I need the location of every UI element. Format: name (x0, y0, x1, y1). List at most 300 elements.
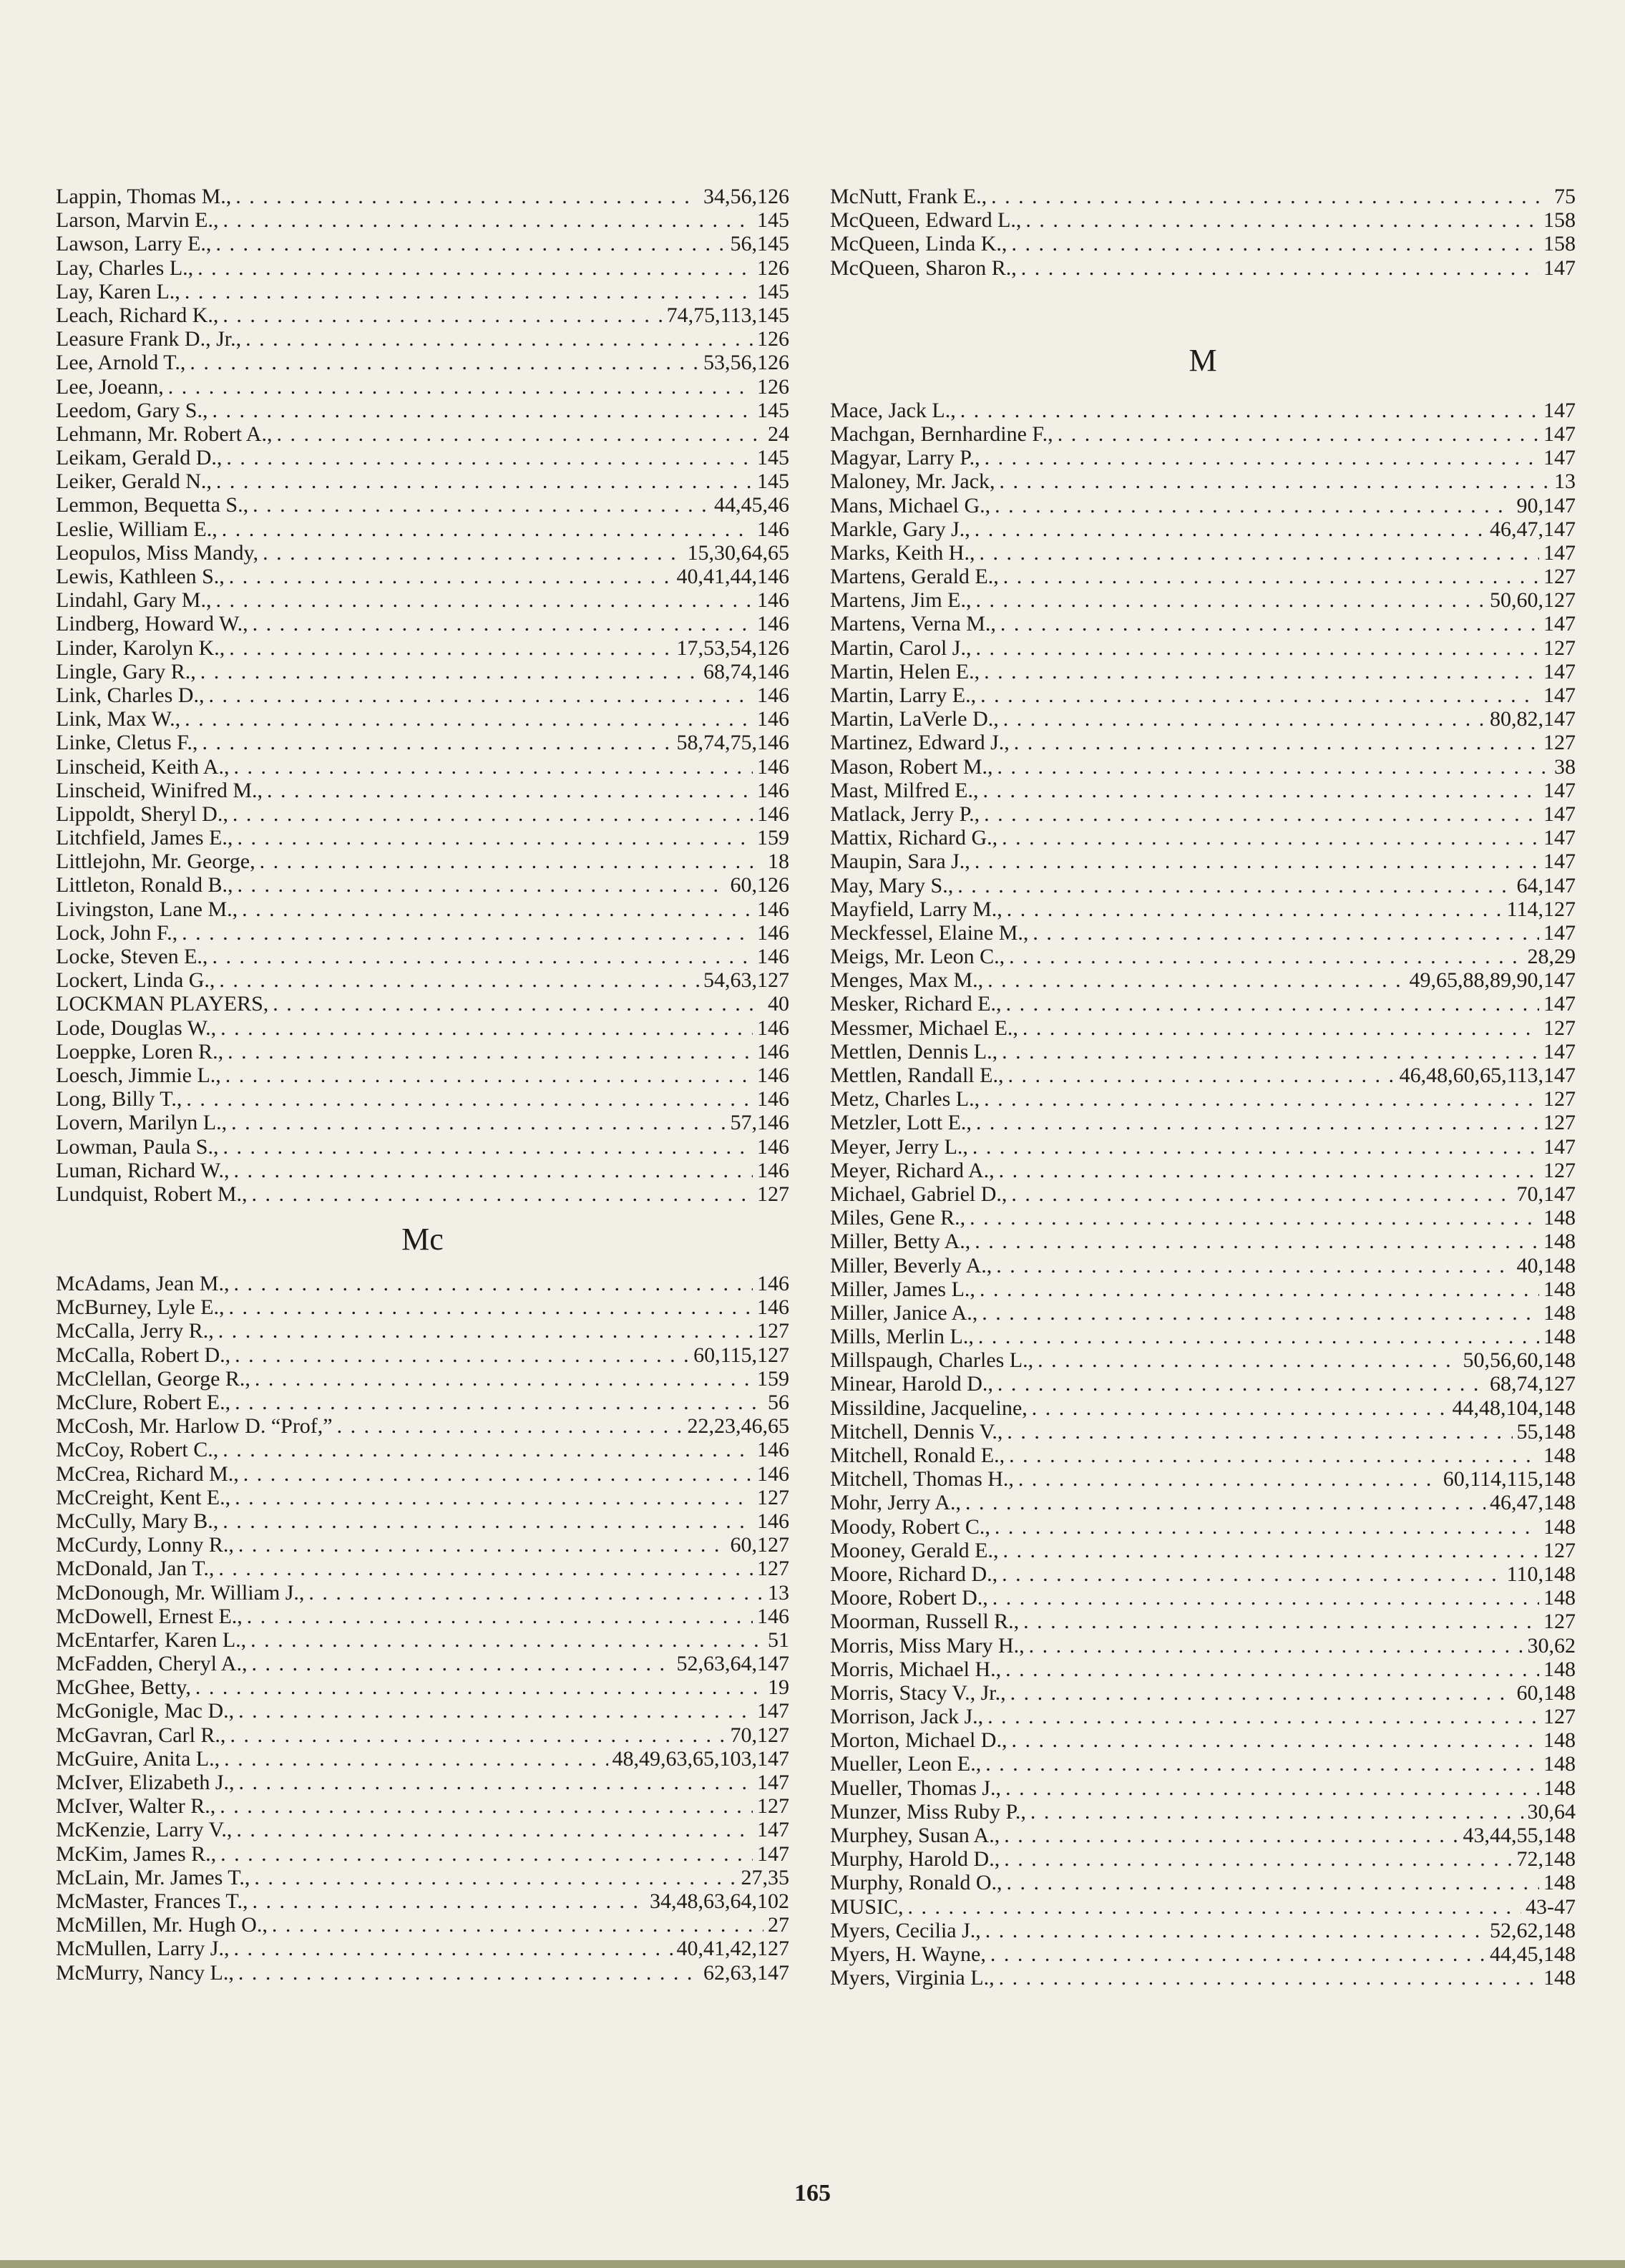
entry-pages: 127 (1543, 1111, 1576, 1135)
entry-pages: 18 (768, 850, 789, 874)
entry-name: Myers, Virginia L., (830, 1966, 995, 1990)
entry-name: Loesch, Jimmie L., (56, 1063, 221, 1087)
index-entry (56, 1486, 789, 1509)
index-entry (56, 565, 789, 588)
entry-pages: 147 (1543, 992, 1576, 1016)
dot-leader (202, 731, 672, 754)
dot-leader (1002, 1562, 1502, 1586)
entry-name: Murphy, Harold D., (830, 1847, 1000, 1872)
entry-pages: 27 (768, 1913, 789, 1937)
entry-name: Miller, Janice A., (830, 1300, 978, 1325)
dot-leader (1004, 1824, 1458, 1847)
entry-name: Mills, Merlin L., (830, 1325, 974, 1349)
entry-name: Morris, Michael H., (830, 1657, 1002, 1681)
index-entry (56, 517, 789, 541)
index-entry (830, 1087, 1576, 1111)
index-entry (830, 1895, 1576, 1919)
dot-leader (223, 303, 662, 327)
entry-pages: 148 (1543, 1966, 1576, 1990)
dot-leader (212, 399, 753, 422)
entry-name: Luman, Richard W., (56, 1158, 230, 1182)
dot-leader (223, 1438, 753, 1461)
entry-name: MUSIC, (830, 1894, 904, 1919)
entry-name: Link, Max W., (56, 707, 181, 731)
entry-pages: 146 (757, 1295, 789, 1320)
entry-name: Leikam, Gerald D., (56, 446, 223, 470)
index-entry (56, 1533, 789, 1557)
entry-pages: 50,60,127 (1490, 588, 1576, 613)
dot-leader (990, 1942, 1485, 1966)
dot-leader (976, 1111, 1539, 1134)
entry-pages: 146 (757, 1134, 789, 1159)
index-entry (56, 992, 789, 1016)
entry-pages: 127 (757, 1319, 789, 1343)
entry-name: McAdams, Jean M., (56, 1272, 230, 1296)
index-entry (830, 446, 1576, 469)
entry-name: Martin, Carol J., (830, 636, 972, 660)
index-entry (830, 731, 1576, 754)
entry-name: Mueller, Leon E., (830, 1752, 982, 1776)
entry-name: Livingston, Lane M., (56, 897, 238, 921)
entry-pages: 148 (1543, 1586, 1576, 1610)
entry-pages: 146 (757, 897, 789, 921)
dot-leader (982, 779, 1539, 802)
entry-name: McNutt, Frank E., (830, 185, 987, 208)
entry-name: McGuire, Anita L., (56, 1746, 220, 1771)
entry-pages: 126 (757, 255, 789, 280)
entry-name: Long, Billy T., (56, 1087, 182, 1111)
dot-leader (1007, 1064, 1395, 1087)
entry-pages: 147 (1543, 422, 1576, 446)
dot-leader (972, 1135, 1539, 1159)
dot-leader (1000, 612, 1539, 636)
entry-name: McCalla, Jerry R., (56, 1319, 214, 1343)
dot-leader (975, 1230, 1539, 1253)
entry-pages: 145 (757, 208, 789, 233)
dot-leader (236, 1818, 753, 1841)
entry-name: Maloney, Mr. Jack, (830, 469, 995, 494)
entry-pages: 148 (1543, 1444, 1576, 1467)
entry-pages: 146 (757, 612, 789, 636)
dot-leader (1030, 1800, 1523, 1824)
index-entry (830, 1277, 1576, 1301)
entry-pages: 146 (757, 1158, 789, 1182)
entry-pages: 127 (757, 1182, 789, 1206)
entry-name: Lemmon, Bequetta S., (56, 493, 249, 517)
entry-pages: 64,147 (1516, 873, 1576, 897)
dot-leader (168, 375, 753, 399)
index-entry (56, 1040, 789, 1064)
dot-leader (223, 208, 753, 232)
index-entry (56, 779, 789, 802)
dot-leader (216, 469, 753, 493)
dot-leader (252, 1889, 645, 1913)
entry-name: McQueen, Edward L., (830, 208, 1022, 233)
dot-leader (1007, 1420, 1512, 1444)
entry-pages: 13 (768, 1580, 789, 1605)
entry-name: Leiker, Gerald N., (56, 469, 212, 494)
entry-pages: 148 (1543, 1752, 1576, 1776)
dot-leader (982, 1301, 1539, 1325)
index-entry (830, 422, 1576, 446)
entry-name: Meigs, Mr. Leon C., (830, 945, 1005, 969)
index-entry (830, 1610, 1576, 1633)
index-entry (56, 422, 789, 446)
entry-pages: 52,63,64,147 (676, 1652, 789, 1676)
entry-name: Loeppke, Loren R., (56, 1039, 224, 1064)
entry-pages: 22,23,46,65 (687, 1414, 789, 1439)
entry-name: Mans, Michael G., (830, 493, 991, 517)
dot-leader (245, 327, 753, 351)
index-entry (56, 1343, 789, 1367)
index-entry (830, 1515, 1576, 1539)
dot-leader (1021, 256, 1539, 280)
index-entry (56, 897, 789, 921)
index-list-mc (56, 1272, 789, 1985)
entry-pages: 147 (1543, 612, 1576, 636)
index-entry (56, 541, 789, 565)
index-entry (56, 1605, 789, 1628)
entry-pages: 148 (1543, 1657, 1576, 1681)
entry-pages: 148 (1543, 1514, 1576, 1539)
entry-name: McMillen, Mr. Hugh O., (56, 1913, 268, 1937)
entry-pages: 72,148 (1516, 1847, 1576, 1872)
index-entry (56, 968, 789, 992)
dot-leader (1005, 1658, 1539, 1681)
index-entry (56, 446, 789, 469)
entry-pages: 28,29 (1527, 945, 1576, 969)
entry-pages: 148 (1543, 1300, 1576, 1325)
entry-pages: 44,45,148 (1490, 1942, 1576, 1966)
dot-leader (999, 1966, 1539, 1990)
index-entry (56, 850, 789, 873)
entry-name: Lowman, Paula S., (56, 1134, 219, 1159)
entry-name: Linke, Cletus F., (56, 731, 198, 755)
index-entry (56, 1295, 789, 1319)
index-entry (830, 1586, 1576, 1610)
index-entry (830, 565, 1576, 588)
index-entry (56, 1159, 789, 1182)
index-entry (56, 755, 789, 779)
dot-leader (182, 921, 753, 945)
entry-pages: 147 (757, 1699, 789, 1723)
dot-leader (975, 517, 1485, 541)
index-entry (56, 185, 789, 208)
entry-pages: 147 (1543, 1039, 1576, 1064)
entry-pages: 148 (1543, 1206, 1576, 1230)
index-entry (56, 1509, 789, 1533)
dot-leader (243, 1462, 753, 1486)
entry-name: Littlejohn, Mr. George, (56, 850, 255, 874)
dot-leader (996, 1254, 1512, 1277)
entry-name: Link, Charles D., (56, 683, 205, 707)
dot-leader (190, 351, 699, 374)
entry-pages: 146 (757, 778, 789, 802)
entry-pages: 54,63,127 (703, 968, 789, 993)
entry-pages: 75 (1554, 185, 1576, 208)
index-entry (830, 874, 1576, 897)
entry-name: Lehmann, Mr. Robert A., (56, 422, 273, 446)
dot-leader (200, 660, 699, 683)
entry-name: Mooney, Gerald E., (830, 1538, 999, 1562)
entry-pages: 127 (1543, 1087, 1576, 1111)
entry-pages: 145 (757, 469, 789, 494)
index-entry (56, 1628, 789, 1652)
entry-name: Markle, Gary J., (830, 517, 970, 541)
entry-pages: 38 (1554, 754, 1576, 779)
entry-pages: 145 (757, 446, 789, 470)
entry-name: Lundquist, Robert M., (56, 1182, 248, 1206)
index-entry (830, 1064, 1576, 1087)
entry-pages: 147 (757, 1771, 789, 1794)
dot-leader (975, 850, 1539, 873)
dot-leader (1011, 1728, 1539, 1752)
index-entry (56, 399, 789, 422)
entry-name: Lawson, Larry E., (56, 232, 212, 256)
dot-leader (273, 992, 763, 1016)
entry-name: McKim, James R., (56, 1841, 217, 1866)
index-entry (830, 1966, 1576, 1990)
entry-name: Lock, John F., (56, 920, 178, 945)
dot-leader (239, 1771, 753, 1794)
index-entry (830, 945, 1576, 968)
entry-name: Mesker, Richard E., (830, 992, 1002, 1016)
index-entry (56, 1889, 789, 1913)
index-entry (56, 921, 789, 945)
entry-name: Miller, Betty A., (830, 1230, 971, 1254)
entry-pages: 40 (768, 992, 789, 1016)
entry-pages: 147 (1543, 683, 1576, 707)
entry-pages: 60,114,115,148 (1443, 1467, 1576, 1491)
dot-leader (229, 636, 672, 660)
dot-leader (250, 1628, 763, 1652)
index-entry (830, 1016, 1576, 1040)
dot-leader (995, 1515, 1539, 1539)
dot-leader (233, 1159, 753, 1182)
index-entry (830, 232, 1576, 255)
index-entry (56, 1462, 789, 1486)
index-entry (56, 588, 789, 612)
index-entry (56, 636, 789, 660)
entry-name: Morris, Miss Mary H., (830, 1633, 1025, 1658)
entry-name: Meyer, Richard A., (830, 1158, 995, 1182)
dot-leader (1003, 565, 1539, 588)
index-entry (830, 968, 1576, 992)
entry-name: McDonough, Mr. William J., (56, 1580, 305, 1605)
index-entry (830, 469, 1576, 493)
entry-name: Machgan, Bernhardine F., (830, 422, 1053, 446)
dot-leader (975, 636, 1539, 660)
entry-pages: 147 (1543, 255, 1576, 280)
entry-name: McIver, Elizabeth J., (56, 1771, 235, 1794)
page-number: 165 (794, 2180, 831, 2206)
entry-pages: 56 (768, 1391, 789, 1414)
index-entry (830, 1159, 1576, 1182)
index-entry (830, 897, 1576, 921)
index-entry (830, 1230, 1576, 1253)
entry-pages: 148 (1543, 1776, 1576, 1800)
index-entry (56, 1391, 789, 1414)
entry-name: Menges, Max M., (830, 968, 984, 993)
index-entry (56, 375, 789, 399)
entry-pages: 146 (757, 754, 789, 779)
entry-pages: 147 (757, 1818, 789, 1842)
entry-name: Leasure Frank D., Jr., (56, 327, 242, 351)
dot-leader (1038, 1348, 1458, 1372)
index-entry (830, 1562, 1576, 1586)
entry-name: Murphy, Ronald O., (830, 1871, 1002, 1895)
dot-leader (218, 1319, 753, 1343)
entry-pages: 48,49,63,65,103,147 (612, 1746, 789, 1771)
dot-leader (238, 873, 726, 897)
index-entry (830, 1776, 1576, 1800)
index-entry (56, 1414, 789, 1438)
entry-name: Lingle, Gary R., (56, 659, 196, 683)
entry-name: McEntarfer, Karen L., (56, 1627, 247, 1652)
index-entry (830, 1847, 1576, 1871)
dot-leader (220, 1016, 753, 1040)
dot-leader (1007, 897, 1503, 921)
index-list-m (830, 399, 1576, 1990)
dot-leader (220, 1842, 753, 1866)
dot-leader (185, 707, 753, 731)
dot-leader (224, 1747, 607, 1771)
entry-name: Missildine, Jacqueline, (830, 1396, 1028, 1420)
index-entry (56, 1961, 789, 1985)
dot-leader (1002, 826, 1539, 850)
dot-leader (267, 779, 753, 802)
entry-pages: 30,64 (1527, 1799, 1576, 1824)
entry-name: Lovern, Marilyn L., (56, 1111, 228, 1135)
index-entry (830, 1372, 1576, 1396)
index-entry (56, 1771, 789, 1794)
entry-pages: 70,147 (1516, 1182, 1576, 1206)
index-entry (56, 945, 789, 968)
entry-name: Matlack, Jerry P., (830, 802, 980, 826)
entry-pages: 146 (757, 1087, 789, 1111)
entry-pages: 146 (757, 1063, 789, 1087)
entry-pages: 50,56,60,148 (1463, 1348, 1576, 1373)
entry-name: Linscheid, Winifred M., (56, 778, 263, 802)
index-entry (56, 303, 789, 327)
entry-pages: 60,148 (1516, 1680, 1576, 1705)
dot-leader (238, 1961, 699, 1985)
index-entry (56, 1182, 789, 1206)
entry-name: Moorman, Russell R., (830, 1610, 1020, 1634)
index-entry (830, 185, 1576, 208)
index-entry (830, 588, 1576, 612)
entry-pages: 127 (757, 1557, 789, 1581)
entry-pages: 13 (1554, 469, 1576, 494)
entry-pages: 127 (1543, 731, 1576, 755)
index-entry (830, 1728, 1576, 1752)
entry-pages: 46,47,147 (1490, 517, 1576, 541)
index-list-mc-continued (830, 185, 1576, 280)
entry-name: Mueller, Thomas J., (830, 1776, 1002, 1800)
dot-leader (984, 802, 1539, 826)
dot-leader (984, 660, 1539, 683)
dot-leader (225, 1064, 753, 1087)
index-entry (830, 541, 1576, 565)
index-entry (830, 1182, 1576, 1206)
entry-name: Mason, Robert M., (830, 754, 993, 779)
dot-leader (1014, 731, 1539, 754)
entry-name: Martin, LaVerle D., (830, 707, 999, 731)
entry-pages: 53,56,126 (703, 351, 789, 375)
index-entry (56, 802, 789, 826)
entry-pages: 127 (1543, 1538, 1576, 1562)
entry-pages: 146 (757, 517, 789, 541)
index-entry (56, 280, 789, 303)
entry-name: Linder, Karolyn K., (56, 636, 225, 660)
dot-leader (985, 1752, 1539, 1776)
dot-leader (247, 1605, 753, 1628)
index-entry (830, 802, 1576, 826)
index-entry (830, 683, 1576, 707)
dot-leader (233, 1937, 672, 1960)
entry-name: Meckfessel, Elaine M., (830, 920, 1029, 945)
entry-name: McDowell, Ernest E., (56, 1604, 243, 1628)
index-entry (56, 826, 789, 850)
index-entry (830, 1752, 1576, 1776)
dot-leader (215, 232, 726, 255)
entry-name: McClellan, George R., (56, 1366, 250, 1391)
entry-name: McGonigle, Mac D., (56, 1699, 235, 1723)
entry-name: McIver, Walter R., (56, 1794, 216, 1819)
index-entry (830, 1539, 1576, 1562)
entry-name: Lappin, Thomas M., (56, 185, 232, 208)
entry-pages: 147 (1543, 778, 1576, 802)
index-entry (56, 660, 789, 683)
dot-leader (308, 1581, 763, 1605)
dot-leader (997, 1372, 1485, 1396)
index-entry (830, 1301, 1576, 1325)
entry-name: Meyer, Jerry L., (830, 1134, 968, 1159)
index-entry (830, 1942, 1576, 1966)
entry-name: Mattix, Richard G., (830, 826, 998, 850)
entry-name: McFadden, Cheryl A., (56, 1652, 248, 1676)
index-entry (56, 469, 789, 493)
entry-pages: 146 (757, 920, 789, 945)
dot-leader (985, 1919, 1485, 1942)
dot-leader (960, 399, 1539, 422)
index-entry (56, 707, 789, 731)
entry-pages: 146 (757, 683, 789, 707)
entry-pages: 43-47 (1526, 1894, 1576, 1919)
entry-pages: 51 (768, 1627, 789, 1652)
dot-leader (999, 1159, 1539, 1182)
entry-pages: 146 (757, 1039, 789, 1064)
index-entry (56, 1087, 789, 1111)
entry-name: McCosh, Mr. Harlow D. “Prof,” (56, 1414, 333, 1439)
entry-name: Michael, Gabriel D., (830, 1182, 1007, 1206)
entry-pages: 126 (757, 327, 789, 351)
entry-pages: 146 (757, 945, 789, 968)
entry-name: Moore, Robert D., (830, 1586, 988, 1610)
dot-leader (223, 1135, 753, 1159)
dot-leader (226, 446, 753, 469)
entry-pages: 145 (757, 398, 789, 422)
entry-pages: 127 (1543, 1610, 1576, 1634)
entry-pages: 30,62 (1527, 1633, 1576, 1658)
index-entry (56, 1135, 789, 1159)
entry-name: Littleton, Ronald B., (56, 873, 233, 897)
index-entry (830, 636, 1576, 660)
entry-name: Lindberg, Howard W., (56, 612, 248, 636)
dot-leader (1023, 1016, 1539, 1040)
entry-name: McQueen, Sharon R., (830, 255, 1017, 280)
dot-leader (987, 968, 1405, 992)
